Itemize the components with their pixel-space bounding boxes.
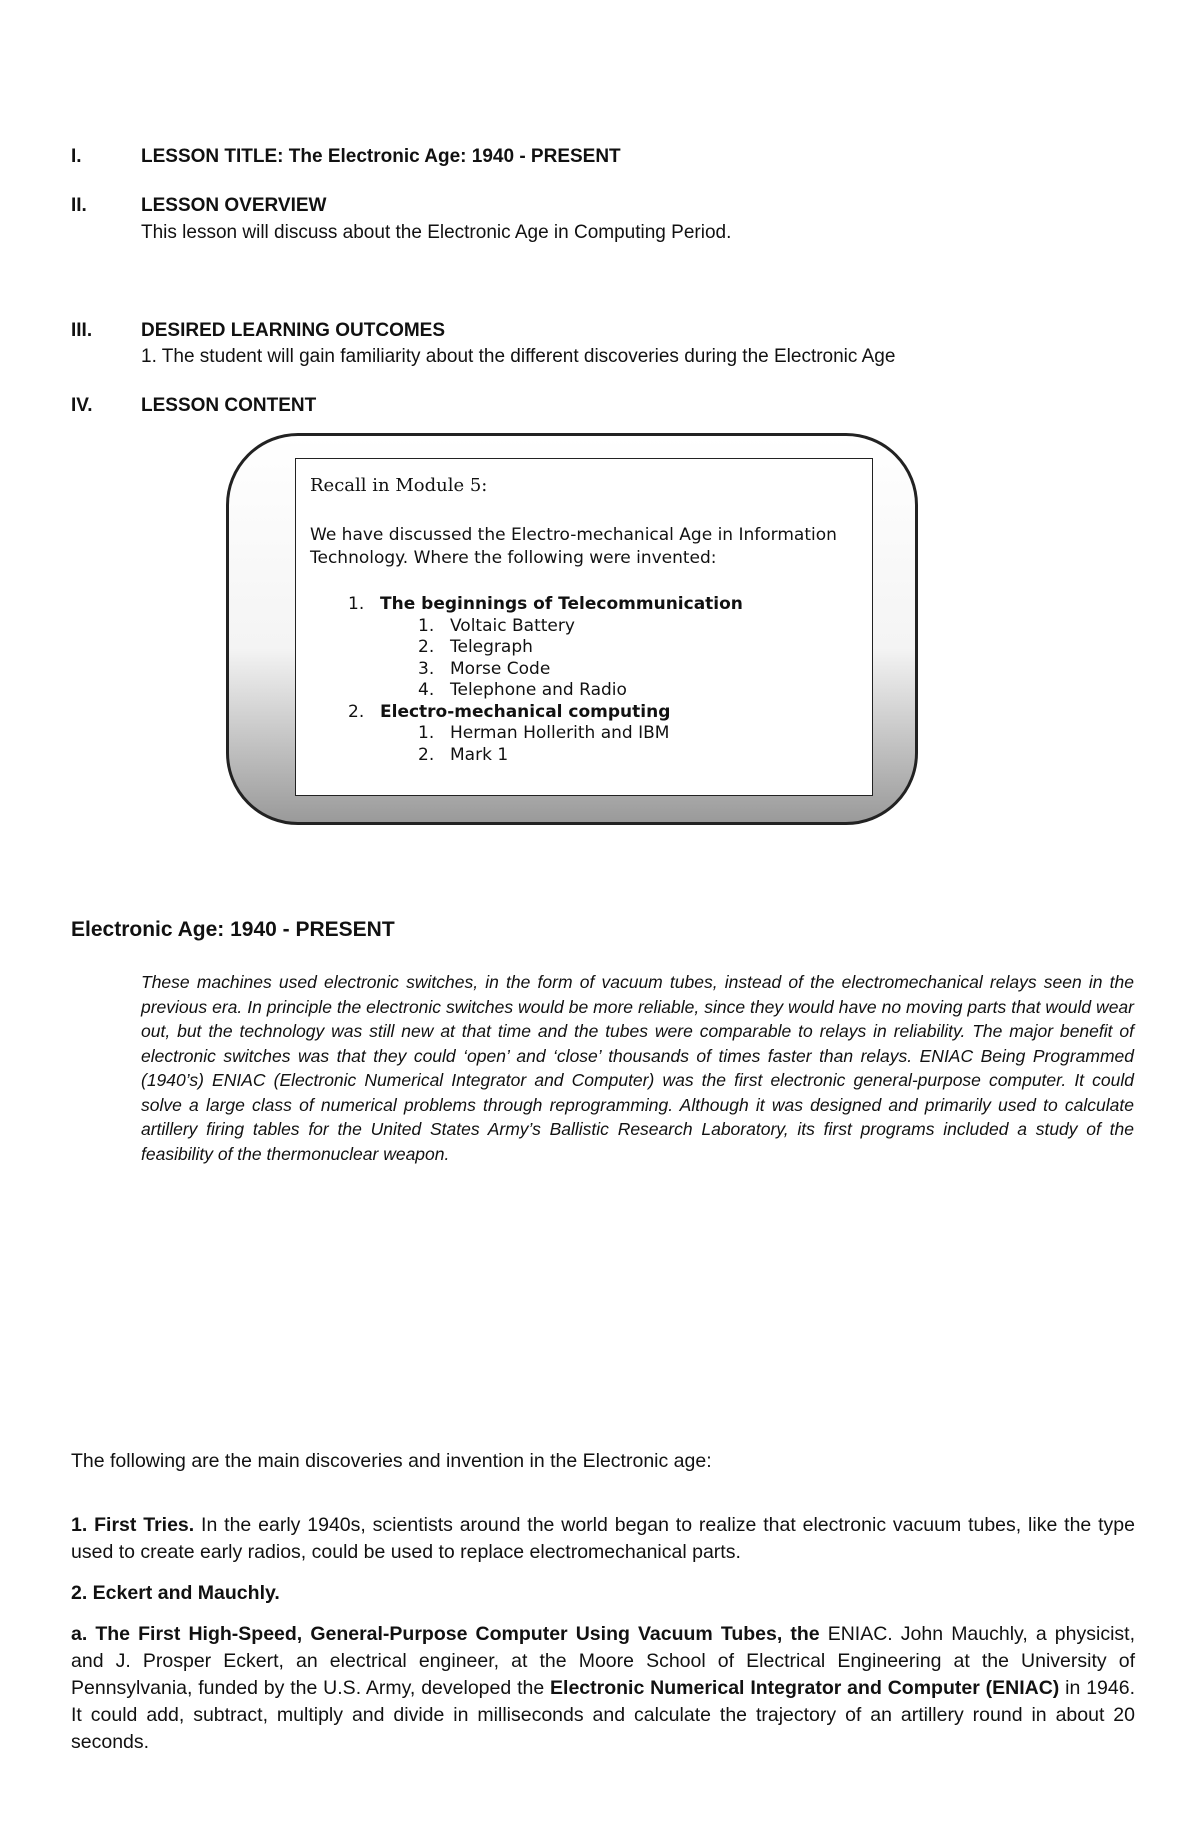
section-2-body: This lesson will discuss about the Electronic Age in Computing Period. (141, 222, 732, 243)
recall-subitem: 4. Telephone and Radio (418, 680, 627, 700)
recall-subitem: 1. Herman Hollerith and IBM (418, 723, 670, 743)
section-3-title: DESIRED LEARNING OUTCOMES (141, 320, 446, 341)
recall-text: We have discussed the Electro-mechanical Age in Information Technology. Where the following were invented: (310, 525, 837, 568)
recall-subitem: 1. Voltaic Battery (418, 615, 575, 636)
section-2-title: LESSON OVERVIEW (141, 195, 327, 216)
discovery-1-text: In the early 1940s, scientists around the world began to realize that electronic vacuum tubes, like the type used to create early radios, could be used to replace electromechanical parts. (71, 1514, 1135, 1563)
recall-topic: 1. The beginnings of Telecommunication (348, 594, 743, 614)
recall-subitem: 2. Telegraph (418, 637, 533, 657)
recall-list (310, 594, 858, 766)
discovery-first-tries (71, 1512, 1135, 1566)
recall-box (295, 458, 873, 796)
discovery-2a-text2: in 1946. It could add, subtract, multiply and divide in milliseconds and calculate the trajectory of an artillery round in about 20 seconds. (71, 1677, 1136, 1753)
discovery-1-title: 1. First Tries. (71, 1514, 195, 1536)
section-2-numeral: II. (71, 195, 87, 216)
recall-subitem: 3. Morse Code (418, 658, 551, 679)
discovery-2a-eniac-name: Electronic Numerical Integrator and Computer (ENIAC) (550, 1677, 1060, 1699)
discovery-2a-title: a. The First High-Speed, General-Purpose Computer Using Vacuum Tubes, the (71, 1623, 820, 1645)
section-4-title: LESSON CONTENT (141, 395, 317, 416)
section-3-body: 1. The student will gain familiarity about the different discoveries during the Electronic Age (141, 346, 896, 367)
recall-subitem: 2. Mark 1 (418, 744, 509, 765)
section-1-title: LESSON TITLE: The Electronic Age: 1940 - PRESENT (141, 146, 621, 167)
section-3-numeral: III. (71, 320, 93, 341)
electronic-age-paragraph: These machines used electronic switches, in the form of vacuum tubes, instead of the electromechanical relays seen in the previous era. In principle the electronic switches would be more reliable, since they would have no moving parts that would wear out, but the technology was still new at that time and the tubes were comparable to relays in reliability. The major benefit of electronic switches was that they could ‘open’ and ‘close’ thousands of times faster than relays. ENIAC Being Programmed (1940’s) ENIAC (Electronic Numerical Integrator and Computer) was the first electronic general-purpose computer. It could solve a large class of numerical problems through reprogramming. Although it was designed and primarily used to calculate artillery firing tables for the United States Army’s Ballistic Research Laboratory, its first programs included a study of the feasibility of the thermonuclear weapon. (141, 972, 1134, 1164)
recall-heading: Recall in Module 5: (310, 475, 488, 496)
discovery-2-title: 2. Eckert and Mauchly. (71, 1582, 280, 1604)
discoveries-intro: The following are the main discoveries and invention in the Electronic age: (71, 1450, 712, 1472)
discovery-2a-text1: ENIAC. John Mauchly, a physicist, and J. Prosper Eckert, an electrical engineer, at the Moore School of Electrical Engineering at the University of Pennsylvania, funded by the U.S. Army, developed the (71, 1623, 1135, 1699)
section-4-numeral: IV. (71, 395, 93, 416)
discovery-eckert-mauchly (71, 1580, 1135, 1607)
recall-topic: 2. Electro-mechanical computing (348, 701, 671, 722)
electronic-age-heading: Electronic Age: 1940 - PRESENT (71, 918, 395, 941)
discovery-eniac (71, 1621, 1135, 1756)
section-1-numeral: I. (71, 146, 82, 167)
